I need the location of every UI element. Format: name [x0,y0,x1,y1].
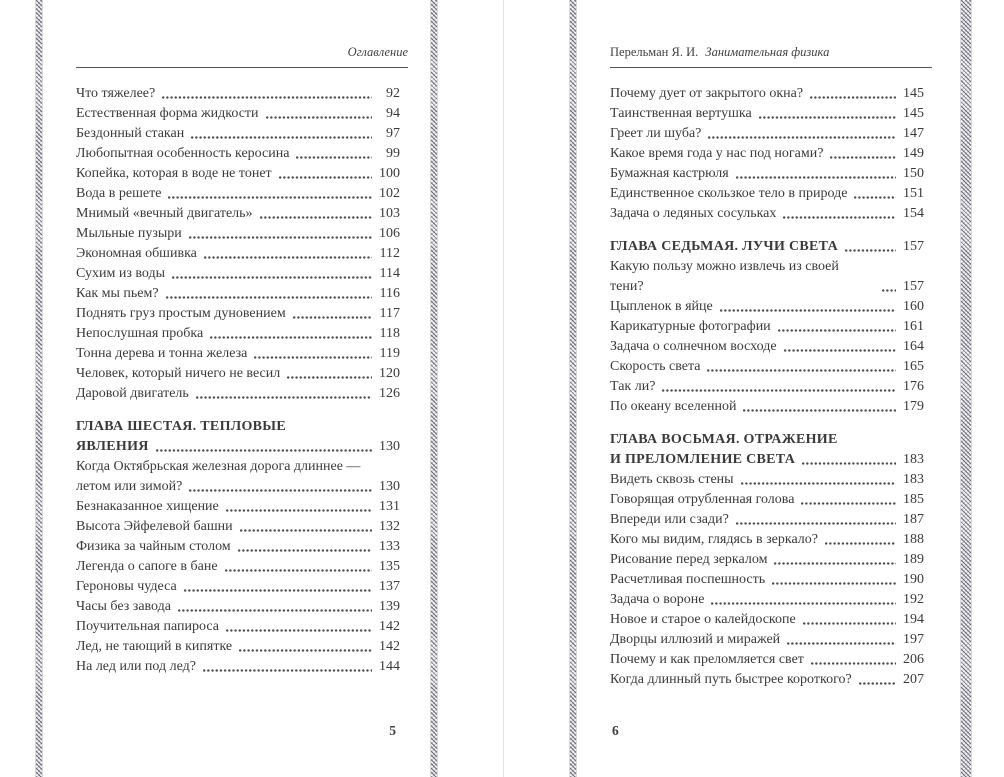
toc-entry-page: 185 [903,492,924,507]
dot-leader [260,215,372,220]
toc-entry-row [610,124,932,144]
toc-entry-title: Когда длинный путь быстрее короткого? [610,672,852,687]
toc-entry [610,104,932,124]
toc-entry [610,550,932,570]
dot-leader [166,295,372,300]
toc-list-right [610,84,932,690]
toc-entry-title: Задача о ледяных сосульках [610,206,777,221]
toc-entry-title: Лед, не тающий в кипятке [76,639,233,654]
toc-entry-row [610,357,932,377]
dot-leader [784,348,896,353]
toc-entry-page: 119 [379,346,400,361]
dot-leader [226,508,372,513]
toc-chapter-entry [76,417,408,457]
toc-entry-row [610,337,932,357]
toc-entry-title: Цыпленок в яйце [610,299,713,314]
toc-entry-page: 165 [903,359,924,374]
dot-leader [293,315,372,320]
dot-leader [178,608,372,613]
dot-leader [772,581,896,586]
toc-entry-title-line1: ГЛАВА ВОСЬМАЯ. ОТРАЖЕНИЕ [610,432,838,447]
toc-entry-page: 161 [903,319,924,334]
toc-entry-title: Видеть сквозь стены [610,472,734,487]
toc-entry-page: 130 [379,439,400,454]
toc-entry [76,104,408,124]
dot-leader [787,641,896,646]
dot-leader [162,95,372,100]
dot-leader [184,588,372,593]
dot-leader [736,175,896,180]
toc-entry-title: Рисование перед зеркалом [610,552,768,567]
toc-entry-row [610,570,932,590]
toc-entry [610,297,932,317]
toc-entry-page: 145 [903,106,924,121]
dot-leader [225,568,372,573]
toc-entry-title: Копейка, которая в воде не тонет [76,166,272,181]
toc-entry [610,204,932,224]
dot-leader [707,368,896,373]
page-number-right: 6 [612,723,619,738]
toc-entry [76,264,408,284]
toc-entry-title: Что тяжелее? [76,86,156,101]
toc-entry-row [610,530,932,550]
toc-entry-row [76,637,408,657]
toc-entry-title: И ПРЕЛОМЛЕНИЕ СВЕТА [610,452,796,467]
running-head-author: Перельман Я. И. [610,45,699,59]
dot-leader [720,308,896,313]
toc-entry-title: Новое и старое о калейдоскопе [610,612,796,627]
toc-entry-row [76,304,408,324]
toc-entry-row [76,597,408,617]
toc-entry-title: Мыльные пузыри [76,226,182,241]
toc-entry-row [76,224,408,244]
toc-entry [610,397,932,417]
dot-leader [743,408,896,413]
toc-entry-page: 188 [903,532,924,547]
dot-leader [741,481,896,486]
toc-entry-title: Любопытная особенность керосина [76,146,290,161]
toc-entry [76,457,408,497]
toc-entry-row [610,470,932,490]
toc-entry-title: Сухим из воды [76,266,166,281]
toc-chapter-entry [610,430,932,470]
toc-entry-page: 106 [379,226,400,241]
toc-entry-title-line1: Когда Октябрьская железная дорога длиннее — [76,459,361,474]
dot-leader [810,95,896,100]
dot-leader [825,541,896,546]
toc-entry-row [76,124,408,144]
toc-entry-title: На лед или под лед? [76,659,196,674]
toc-entry-row [610,204,932,224]
dot-leader [859,681,896,686]
toc-entry-page: 139 [379,599,400,614]
toc-entry-page: 94 [386,106,400,121]
dot-leader [240,528,372,533]
toc-entry-page: 99 [386,146,400,161]
toc-entry-title: Физика за чайным столом [76,539,231,554]
toc-entry [76,577,408,597]
toc-entry-page: 149 [903,146,924,161]
toc-entry-page: 92 [386,86,400,101]
toc-entry-row [76,384,408,404]
toc-entry-title: Часы без завода [76,599,171,614]
toc-entry [610,184,932,204]
toc-entry-row [610,650,932,670]
toc-entry-page: 144 [379,659,400,674]
toc-entry-title: летом или зимой? [76,479,183,494]
left-running-head [76,44,408,68]
toc-entry-title: Героновы чудеса [76,579,177,594]
toc-entry-row [76,577,408,597]
toc-entry-page: 147 [903,126,924,141]
toc-entry-page: 116 [379,286,400,301]
toc-entry-title: Человек, который ничего не весил [76,366,281,381]
toc-entry-row [76,477,408,497]
toc-entry-row [76,84,408,104]
toc-entry-page: 112 [379,246,400,261]
toc-entry [76,384,408,404]
dot-leader [783,215,896,220]
toc-entry-page: 126 [379,386,400,401]
toc-entry-page: 164 [903,339,924,354]
toc-entry-row [76,364,408,384]
toc-entry-page: 133 [379,539,400,554]
toc-entry [610,530,932,550]
toc-entry [76,617,408,637]
dot-leader [801,501,896,506]
toc-entry-title: ЯВЛЕНИЯ [76,439,149,454]
toc-entry-row [610,610,932,630]
toc-entry-row [76,617,408,637]
dot-leader [802,461,896,466]
dot-leader [238,548,372,553]
left-page [76,44,408,754]
toc-entry-title: Греет ли шуба? [610,126,702,141]
toc-entry [610,570,932,590]
running-head-book-title: Занимательная физика [705,45,830,59]
toc-entry-row [610,510,932,530]
toc-entry-page: 142 [379,639,400,654]
toc-entry [610,257,932,297]
toc-entry-row [76,144,408,164]
toc-entry-page: 157 [903,239,924,254]
toc-entry-title: Таинственная вертушка [610,106,752,121]
toc-entry-page: 97 [386,126,400,141]
toc-entry-page: 194 [903,612,924,627]
toc-entry [610,510,932,530]
toc-entry [76,244,408,264]
toc-entry [610,144,932,164]
dot-leader [279,175,372,180]
toc-entry-row [610,490,932,510]
toc-entry-page: 207 [903,672,924,687]
toc-entry-row [610,550,932,570]
toc-entry-page: 160 [903,299,924,314]
dot-leader [189,488,372,493]
toc-entry-page: 114 [379,266,400,281]
toc-entry-title: Расчетливая поспешность [610,572,766,587]
toc-entry-title: Бумажная кастрюля [610,166,729,181]
toc-entry-page: 131 [379,499,400,514]
toc-entry-title: Почему дует от закрытого окна? [610,86,804,101]
dot-leader [774,561,896,566]
toc-entry-page: 157 [903,279,924,294]
toc-entry-page: 179 [903,399,924,414]
toc-entry-row [610,237,932,257]
toc-entry [610,357,932,377]
toc-entry [610,630,932,650]
toc-entry [610,490,932,510]
dot-leader [204,255,372,260]
dot-leader [239,648,372,653]
dot-leader [662,388,896,393]
toc-entry-row [76,104,408,124]
toc-entry-page: 192 [903,592,924,607]
dot-leader [736,521,896,526]
dot-leader [287,375,372,380]
dot-leader [210,335,372,340]
right-running-head [610,44,932,68]
toc-entry-page: 137 [379,579,400,594]
toc-entry [76,637,408,657]
toc-entry-page: 189 [903,552,924,567]
toc-entry [76,537,408,557]
toc-entry [610,124,932,144]
toc-entry-page: 190 [903,572,924,587]
toc-entry-row [610,144,932,164]
toc-entry-row [76,204,408,224]
toc-entry-page: 117 [379,306,400,321]
toc-entry-title: ГЛАВА СЕДЬМАЯ. ЛУЧИ СВЕТА [610,239,839,254]
toc-entry-page: 135 [379,559,400,574]
toc-entry [76,84,408,104]
toc-entry [610,337,932,357]
toc-entry [610,377,932,397]
toc-entry-title: Так ли? [610,379,656,394]
toc-entry-page: 103 [379,206,400,221]
toc-entry-row [610,670,932,690]
toc-entry-row [76,324,408,344]
toc-entry [76,324,408,344]
toc-entry [610,317,932,337]
toc-entry-row [76,184,408,204]
toc-entry [76,124,408,144]
dot-leader [830,155,896,160]
toc-entry-page: 183 [903,452,924,467]
dot-leader [226,628,372,633]
toc-entry-row [610,450,932,470]
toc-entry-title: Тонна дерева и тонна железа [76,346,248,361]
toc-entry-page: 100 [379,166,400,181]
dot-leader [778,328,896,333]
page-number-left: 5 [389,723,396,738]
toc-entry [76,304,408,324]
toc-entry-title: Поучительная папироса [76,619,219,634]
toc-entry-title: Задача о вороне [610,592,705,607]
toc-entry [610,590,932,610]
toc-entry-page: 118 [379,326,400,341]
toc-entry-page: 183 [903,472,924,487]
toc-entry-title: Бездонный стакан [76,126,185,141]
toc-entry-row [76,264,408,284]
toc-entry [610,610,932,630]
toc-entry-title: Почему и как преломляется свет [610,652,804,667]
toc-entry-title: Поднять груз простым дуновением [76,306,286,321]
toc-entry-page: 142 [379,619,400,634]
toc-entry-row [76,657,408,677]
toc-entry-page: 130 [379,479,400,494]
toc-entry-page: 197 [903,632,924,647]
left-page-right-edge-ornament [430,0,438,777]
toc-entry-title: Какую пользу можно извлечь из своей тени? [610,259,839,294]
dot-leader [759,115,896,120]
toc-entry [76,184,408,204]
toc-entry-row [76,557,408,577]
toc-entry [76,517,408,537]
toc-entry-row [76,517,408,537]
toc-entry-title-line1: ГЛАВА ШЕСТАЯ. ТЕПЛОВЫЕ [76,419,286,434]
toc-entry-title: Легенда о сапоге в бане [76,559,218,574]
toc-entry-row [610,590,932,610]
toc-entry [76,557,408,577]
dot-leader [172,275,372,280]
toc-entry [610,164,932,184]
toc-entry-row [76,284,408,304]
dot-leader [168,195,372,200]
toc-entry-row [610,630,932,650]
toc-entry-page: 176 [903,379,924,394]
toc-entry-title: Вода в решете [76,186,162,201]
toc-entry-page: 206 [903,652,924,667]
toc-entry-title: Карикатурные фотографии [610,319,771,334]
toc-entry [76,597,408,617]
toc-entry-page: 150 [903,166,924,181]
toc-entry-title: Задача о солнечном восходе [610,339,777,354]
toc-entry-page: 154 [903,206,924,221]
toc-entry-title: Непослушная пробка [76,326,204,341]
toc-entry [76,204,408,224]
dot-leader [811,661,896,666]
toc-entry-title: Даровой двигатель [76,386,189,401]
toc-entry-title: Говорящая отрубленная голова [610,492,795,507]
dot-leader [156,448,372,453]
toc-entry [76,497,408,517]
toc-entry-row [610,257,932,297]
dot-leader [708,135,896,140]
left-page-left-edge-ornament [35,0,43,777]
toc-entry-row [76,344,408,364]
dot-leader [711,601,896,606]
right-page-left-edge-ornament [569,0,577,777]
page-seam-line [503,0,504,777]
toc-entry [76,364,408,384]
dot-leader [296,155,372,160]
toc-entry-title: Экономная обшивка [76,246,197,261]
toc-entry-title: Как мы пьем? [76,286,159,301]
toc-entry [610,470,932,490]
toc-entry [76,164,408,184]
toc-entry [76,657,408,677]
toc-entry [610,670,932,690]
toc-entry-page: 145 [903,86,924,101]
dot-leader [854,195,896,200]
toc-entry-row [76,537,408,557]
toc-entry-page: 187 [903,512,924,527]
toc-entry-title: Кого мы видим, глядясь в зеркало? [610,532,818,547]
toc-entry-title: Скорость света [610,359,701,374]
toc-entry-title: Мнимый «вечный двигатель» [76,206,253,221]
running-head-text: Оглавление [347,45,408,59]
toc-entry [610,650,932,670]
toc-entry [610,84,932,104]
toc-entry-title: По океану вселенной [610,399,737,414]
toc-entry-row [610,104,932,124]
toc-entry-row [610,377,932,397]
toc-entry [76,144,408,164]
toc-entry-title: Высота Эйфелевой башни [76,519,233,534]
toc-entry-row [610,184,932,204]
dot-leader [845,248,896,253]
right-page-right-edge-ornament [960,0,972,777]
toc-entry-row [76,244,408,264]
toc-entry-page: 102 [379,186,400,201]
toc-list-left [76,84,408,677]
dot-leader [203,668,372,673]
toc-entry [76,344,408,364]
dot-leader [266,115,372,120]
dot-leader [882,288,896,293]
toc-entry-page: 120 [379,366,400,381]
toc-entry-row [610,297,932,317]
toc-entry-row [610,84,932,104]
toc-entry-title: Единственное скользкое тело в природе [610,186,848,201]
toc-entry-title: Естественная форма жидкости [76,106,259,121]
toc-entry-page: 151 [903,186,924,201]
toc-entry-row [610,164,932,184]
toc-entry-row [76,437,408,457]
right-page [610,44,932,754]
toc-chapter-entry [610,237,932,257]
toc-entry-title: Безнаказанное хищение [76,499,219,514]
dot-leader [803,621,896,626]
toc-entry [76,284,408,304]
toc-entry-row [76,164,408,184]
toc-entry [76,224,408,244]
dot-leader [189,235,372,240]
dot-leader [191,135,372,140]
toc-entry-title: Дворцы иллюзий и миражей [610,632,781,647]
toc-entry-row [76,497,408,517]
toc-entry-page: 132 [379,519,400,534]
dot-leader [254,355,372,360]
toc-entry-title: Какое время года у нас под ногами? [610,146,824,161]
toc-entry-row [610,397,932,417]
toc-entry-title: Впереди или сзади? [610,512,729,527]
toc-entry-row [610,317,932,337]
dot-leader [196,395,372,400]
